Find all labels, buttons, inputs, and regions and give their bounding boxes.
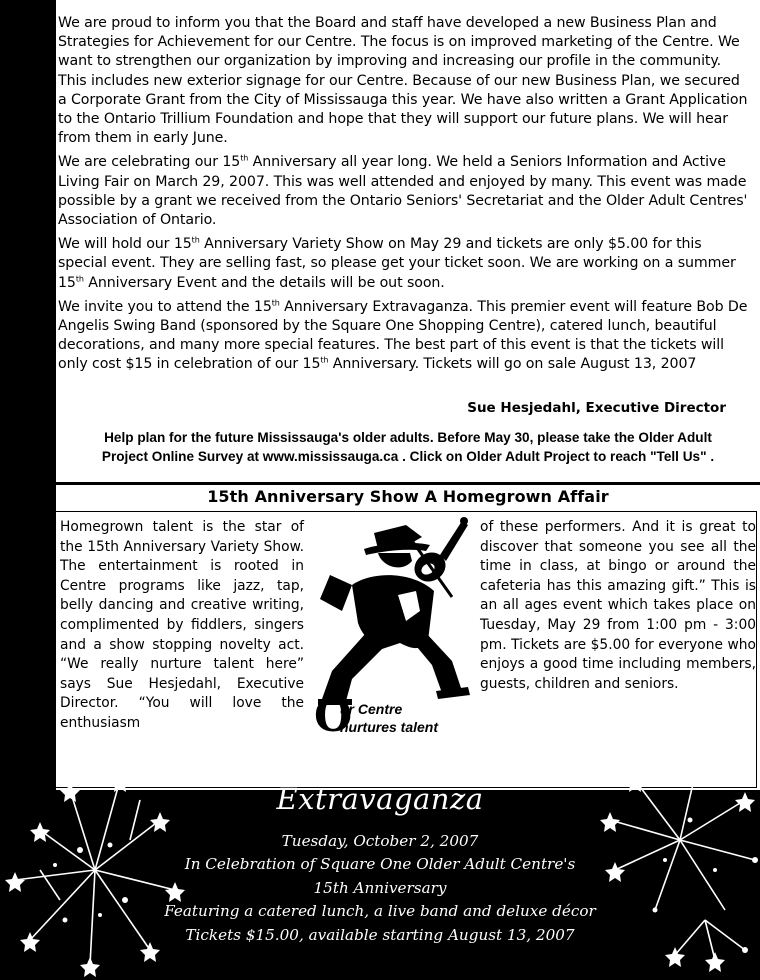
signature: Sue Hesjedahl, Executive Director xyxy=(467,400,726,416)
extravaganza-details xyxy=(0,830,760,947)
logo-line-1: ur Centre xyxy=(340,701,403,717)
intro-panel xyxy=(56,0,760,482)
article-column-right xyxy=(480,518,756,694)
logo-letter-o: O xyxy=(314,691,353,742)
survey-line-1: Help plan for the future Mississauga's older adults. Before May 30, please take the Older Adult xyxy=(104,430,712,445)
event-tickets: Tickets $15.00, available starting August 13, 2007 xyxy=(185,925,575,944)
intro-paragraph-celebration: We are celebrating our 15th Anniversary all year long. We held a Seniors Information and Active Living Fair on March 29, 2007. This was well attended and enjoyed by many. This event was made possible by a grant we received from the Ontario Seniors' Secretariat and the Older Adult Centres' Association of Ontario. xyxy=(58,153,748,229)
left-black-border xyxy=(0,0,56,790)
survey-line-2: Project Online Survey at www.mississauga.ca . Click on Older Adult Project to reach "Tell Us" . xyxy=(101,449,715,464)
event-date: Tuesday, October 2, 2007 xyxy=(281,832,479,850)
event-featuring: Featuring a catered lunch, a live band and deluxe décor xyxy=(164,902,596,921)
logo-line-2: nurtures talent xyxy=(340,719,439,735)
intro-paragraph-extravaganza: We invite you to attend the 15th Anniversary Extravaganza. This premier event will feature Bob De Angelis Swing Band (sponsored by the Square One Shopping Centre), catered lunch, beautiful decorations, and many more special features. The best part of this event is that the tickets will only cost $15 in celebration of our 15th Anniversary. Tickets will go on sale August 13, 2007 xyxy=(58,298,748,373)
variety-show-article xyxy=(56,485,760,790)
intro-paragraph-variety-show: We will hold our 15th Anniversary Variety Show on May 29 and tickets are only $5.00 for this special event. They are selling fast, so please get your ticket soon. We are working on a summer 15th Anniversary Event and the details will be out soon. xyxy=(58,235,736,291)
intro-paragraph-plan: We are proud to inform you that the Board and staff have developed a new Business Plan and Strategies for Achievement for our Centre. The focus is on improved marketing of the Centre. We want to strengthen our organization by improving and increasing our profile in the community. This includes new exterior signage for our Centre. Because of our new Business Plan, we secured a Corporate Grant from the City of Mississauga this year. We have also written a Grant Application to the Ontario Trillium Foundation and hope that they will support our future plans. We will hear from them in early June. xyxy=(58,15,748,147)
article-right-text: of these performers. And it is great to discover that someone you see all the time in class, at bingo or around the cafeteria has this amazing gift.” This is an all ages event which takes place on Tuesday, May 29 from 1:00 pm - 3:00 pm. Tickets are $5.00 for everyone who enjoys a good time including members, guests, children and seniors. xyxy=(480,519,756,692)
fiddler-figure-graphic xyxy=(312,515,472,705)
intro-text xyxy=(58,14,748,380)
survey-notice xyxy=(56,428,760,466)
article-column-left xyxy=(60,518,304,734)
event-celebration: In Celebration of Square One Older Adult Centre's xyxy=(184,855,576,874)
event-anniversary: 15th Anniversary xyxy=(313,878,447,897)
logo-caption xyxy=(314,691,474,742)
article-title: 15th Anniversary Show A Homegrown Affair xyxy=(207,487,609,506)
extravaganza-banner xyxy=(0,782,760,974)
extravaganza-title: Extravaganza xyxy=(276,782,484,816)
article-left-text: Homegrown talent is the star of the 15th Anniversary Variety Show. The entertainment is rooted in Centre programs like jazz, tap, belly dancing and creative writing, complimented by fiddlers, singers and a show stopping novelty act. “We really nurture talent here” says Sue Hesjedahl, Executive Director. “You will love the enthusiasm xyxy=(60,519,304,731)
